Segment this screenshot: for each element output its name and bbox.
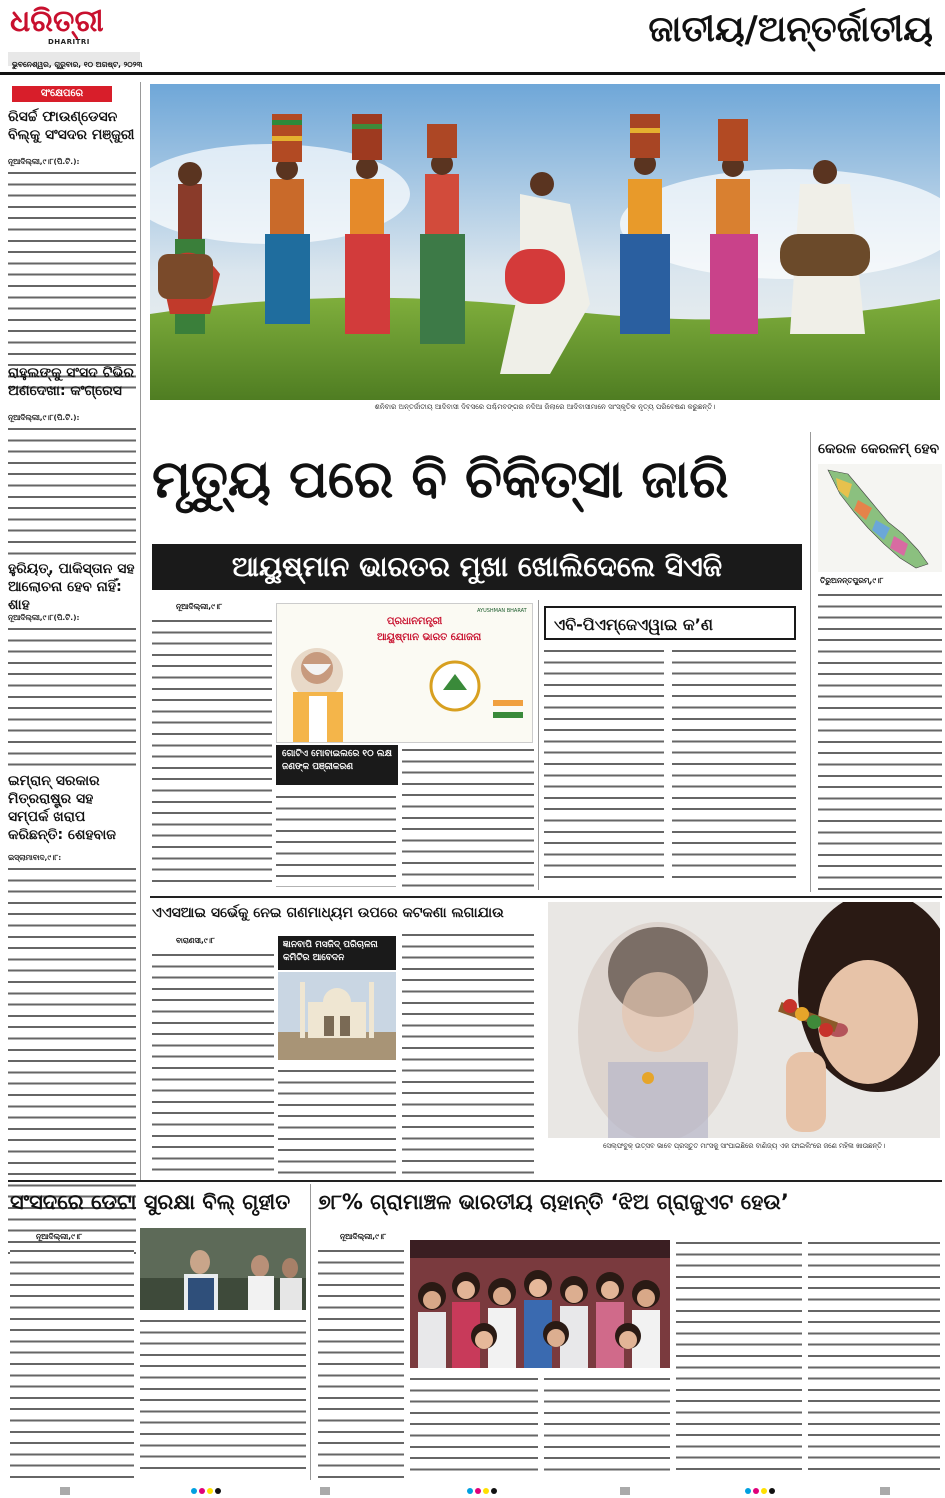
kerala-dateline: ତିରୁଅନନ୍ତପୁରମ୍‌,୯।୮: [820, 576, 884, 585]
logo-text: ଧରିତ୍ରୀ: [10, 4, 104, 39]
ad-callout: ଗୋଟିଏ ମୋବାଇଲରେ ୧୦ ଲକ୍ଷ ଜଣଙ୍କ ପଞ୍ଜୀକରଣ: [276, 745, 398, 785]
graduate-col-2: [410, 1374, 538, 1478]
dateline-bar: [8, 52, 143, 69]
lead-dateline: ନୂଆଦିଲ୍ଲୀ,୯।୮: [176, 602, 223, 611]
sidebar-story-headline[interactable]: ରାହୁଲଙ୍କୁ ସଂସଦ ଟିଭିର ଅଣଦେଖା: କଂଗ୍ରେସ: [8, 365, 134, 399]
lead-headline[interactable]: ମୃତ୍ୟୁ ପରେ ବି ଚିକିତ୍ସା ଜାରି: [152, 450, 729, 510]
text-lines: [8, 424, 136, 560]
data-bill-dateline: ନୂଆଦିଲ୍ଲୀ,୯।୮: [36, 1232, 83, 1241]
sidebar-story-dateline: ନୂଆଦିଲ୍ଲୀ,୯।୮(ପି.ଟି.):: [8, 613, 80, 622]
text-lines: [818, 590, 942, 890]
top-photo-caption: ଶନିବାର ଅନ୍ତର୍ଜାତୀୟ ଆଦିବାସୀ ଦିବସରେ ପଶ୍ଚିମବଙ୍ଗର ନଦିଆ ଜିଲାରେ ଆଦିବାସୀମାନେ ସାଂସ୍କୃତିକ ନୃତ୍ୟ ପରିବେଷଣ କରୁଛନ୍ତି।: [374, 403, 716, 411]
graduate-dateline: ନୂଆଦିଲ୍ଲୀ,୯।୮: [340, 1232, 387, 1241]
logo[interactable]: [10, 4, 140, 48]
sidebar-story-headline[interactable]: ରିସର୍ଚ୍ଚ ଫାଉଣ୍ଡେସନ ବିଲ୍‌କୁ ସଂସଦର ମଞ୍ଜୁରୀ: [8, 109, 135, 143]
food-photo[interactable]: [548, 902, 940, 1138]
mosque-photo[interactable]: [278, 972, 396, 1060]
text-lines: [276, 792, 396, 887]
text-lines: [676, 1238, 802, 1478]
sidebar-story-headline[interactable]: ଇମ୍ରାନ୍‌ ସରକାର ମିତ୍ରରାଷ୍ଟ୍ର ସହ ସମ୍ପର୍କ ଖରାପ କରିଛନ୍ତି: ଶେହବାଜ: [8, 773, 116, 843]
asi-callout: ଜ୍ଞାନବାପି ମସଜିଦ୍‌ ପରିଚାଳନା କମିଟିର ଆବେଦନ: [278, 936, 396, 970]
section-rule: [150, 896, 942, 898]
data-bill-col-1: [10, 1246, 134, 1478]
asi-dateline: ବାରାଣସୀ,୯।୮: [176, 936, 215, 945]
registration-strip: [0, 1484, 945, 1498]
text-lines: [808, 1238, 940, 1478]
students-photo[interactable]: [410, 1240, 670, 1368]
parliament-image: [140, 1228, 306, 1310]
section-title: ଜାତୀୟ/ଅନ୍ତର୍ଜାତୀୟ: [648, 9, 933, 50]
text-lines: [8, 168, 136, 394]
lead-divider: [538, 600, 539, 890]
text-lines: [140, 1316, 306, 1478]
sidebar-label: ସଂକ୍ଷେପରେ: [12, 86, 112, 102]
sidebar-story-body: [8, 612, 136, 782]
logo-sub: DHARITRI: [48, 38, 90, 46]
kerala-map-image: [818, 464, 942, 572]
text-lines: [672, 646, 796, 886]
sidebar-story-dateline: ନୂଆଦିଲ୍ଲୀ,୯।୮(ପି.ଟି.):: [8, 157, 80, 166]
text-lines: [410, 1374, 538, 1478]
ad-brand: AYUSHMAN BHARAT: [477, 608, 527, 614]
text-lines: [402, 745, 534, 887]
data-bill-col-2: [140, 1316, 306, 1478]
text-lines: [8, 624, 136, 774]
bottom-divider: [310, 1184, 311, 1480]
box-title: ଏବି-ପିଏମ୍‌ଜେଏୱାଇ କ’ଣ: [544, 606, 796, 640]
food-photo-caption: ସେଲ୍‌ଫବୁକ୍‌ ଉତ୍ସବ ଭାବେ ପ୍ରସ୍ତୁତ ମାଂସକୁ ସାଂଘାଇଛିରେ ବାଣିଜ୍ୟ ଏକ ଫାଇଲିଂରେ ଜଣେ ମହିଳା ଖାଉଛନ୍ତି।: [602, 1142, 886, 1150]
graduate-col-4: [676, 1238, 802, 1478]
text-lines: [278, 1066, 396, 1178]
lead-col-3: [402, 745, 534, 887]
asi-headline[interactable]: ଏଏସଆଇ ସର୍ଭେକୁ ନେଇ ଗଣମାଧ୍ୟମ ଉପରେ କଟକଣା ଲଗାଯାଉ: [152, 905, 504, 921]
graduate-col-1: [318, 1246, 404, 1478]
text-lines: [152, 616, 272, 886]
text-lines: [544, 1374, 670, 1478]
text-lines: [402, 930, 534, 1178]
graduate-col-5: [808, 1238, 940, 1478]
kerala-body: [818, 590, 942, 890]
asi-col-2: [278, 1066, 396, 1178]
sidebar-story-dateline: ଇସ୍‌ଲାମାବାଦ,୯।୮:: [8, 853, 62, 862]
food-image: [548, 902, 940, 1138]
graduate-col-3: [544, 1374, 670, 1478]
ad-title-line1: ପ୍ରଧାନମନ୍ତ୍ରୀ: [387, 616, 443, 627]
lead-subhead: [152, 544, 802, 590]
asi-col-3: [402, 930, 534, 1178]
mosque-image: [278, 972, 396, 1060]
sidebar-story-dateline: ନୂଆଦିଲ୍ଲୀ,୯।୮(ପି.ଟି.):: [8, 413, 80, 422]
ayushman-ad[interactable]: [276, 603, 533, 743]
text-lines: [544, 646, 664, 886]
kerala-headline[interactable]: କେରଳ କେରଳମ୍‌ ହେବ: [818, 441, 940, 457]
asi-col-1: [152, 950, 274, 1178]
lead-subhead-text: ଆୟୁଷ୍ମାନ ଭାରତର ମୁଖା ଖୋଲିଦେଲେ ସିଏଜି: [231, 550, 723, 583]
kerala-map[interactable]: [818, 464, 942, 572]
parliament-photo[interactable]: [140, 1228, 306, 1310]
box-col-2: [672, 646, 796, 886]
lead-col-1: [152, 616, 272, 886]
masthead: [0, 0, 945, 80]
dance-image: [150, 84, 940, 400]
graduate-headline[interactable]: ୭୮% ଗ୍ରାମାଞ୍ଚଳ ଭାରତୀୟ ଚାହାନ୍ତି ‘ଝିଅ ଗ୍ରାଜୁଏଟ ହେଉ’: [318, 1190, 789, 1214]
sidebar-story-body: [8, 412, 136, 572]
text-lines: [10, 1246, 134, 1478]
box-col-1: [544, 646, 664, 886]
text-lines: [152, 950, 274, 1178]
lead-col-2: [276, 792, 396, 887]
kerala-divider: [810, 432, 811, 892]
students-image: [410, 1240, 670, 1368]
ad-title-line2: ଆୟୁଷ୍ମାନ ଭାରତ ଯୋଜନା: [377, 632, 482, 643]
section-rule: [8, 1180, 942, 1182]
registration-marks: [0, 1484, 945, 1498]
sidebar-story-headline[interactable]: ହୁରିୟତ୍‌, ପାକିସ୍ତାନ ସହ ଆଲୋଚନା ହେବ ନାହିଁ: ଶାହ: [8, 561, 135, 613]
text-lines: [318, 1246, 404, 1478]
sidebar-divider: [140, 82, 141, 1182]
masthead-dateline: ଭୁବନେଶ୍ୱର, ଗୁରୁବାର, ୧୦ ଅଗଷ୍ଟ, ୨୦୨୩: [12, 60, 143, 69]
masthead-rule: [0, 72, 945, 75]
sidebar-story-body: [8, 156, 136, 396]
data-bill-headline[interactable]: ସଂସଦରେ ଡେଟା ସୁରକ୍ଷା ବିଲ୍‌ ଗୃହୀତ: [10, 1190, 291, 1214]
tribal-dance-photo[interactable]: [150, 84, 940, 400]
